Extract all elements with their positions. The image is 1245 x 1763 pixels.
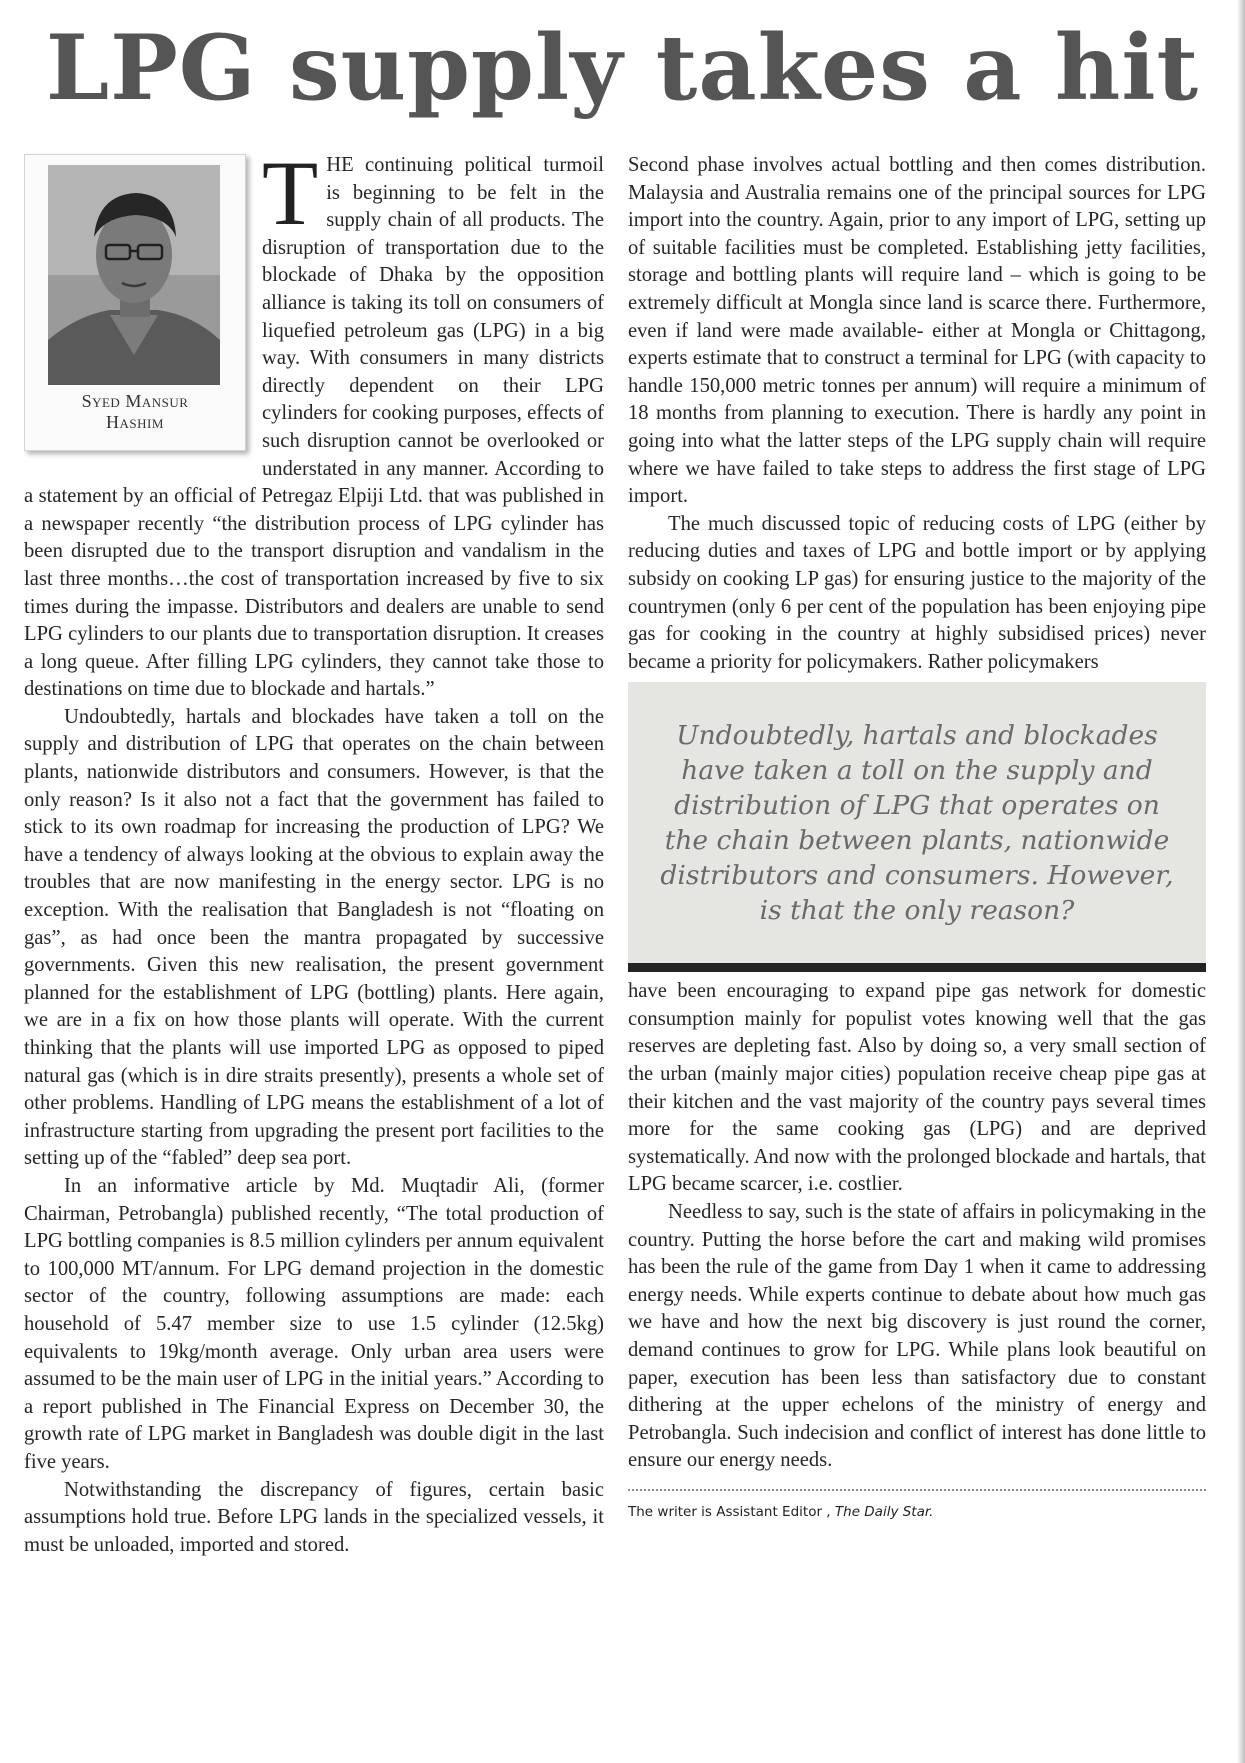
left-column — [24, 152, 604, 1742]
paragraph-4: Notwithstanding the discrepancy of figures, certain basic assumptions hold true. Before LPG lands in the specialized vessels, it must be unloaded, imported and stored. — [24, 1478, 604, 1556]
headline: LPG supply takes a hit — [45, 15, 1200, 121]
paragraph-1-text: HE continuing political turmoil is beginning to be felt in the supply chain of all products. The disruption of transportation due to the blockade of Dhaka by the opposition alliance is taking its toll on consumers of liquefied petroleum gas (LPG) in a big way. With consumers in many districts directly dependent on their LPG cylinders for cooking purposes, effects of such disruption cannot be overlooked or understated in any manner. According to a statement by an official of Petregaz Elpiji Ltd. that was published in a newspaper recently “the distribution process of LPG cylinder has been disrupted due to the transport disruption and vandalism in the last three months…the cost of transportation increased by five to six times during the impasse. Distributors and dealers are unable to send LPG cylinders to our plants due to transportation disruption. It creases a long queue. After filling LPG cylinders, they cannot take those to destinations on time due to blockade and hartals.” — [24, 154, 604, 701]
footnote-divider — [628, 1489, 1206, 1491]
writer-note-prefix: The writer is Assistant Editor , — [628, 1503, 831, 1520]
pull-quote-text: Undoubtedly, hartals and blockades have taken a toll on the supply and distribution of LPG that operates on the chain between plants, nationwide distributors and consumers. However, is that the only reason? — [660, 719, 1174, 926]
paragraph-5-continued: have been encouraging to expand pipe gas network for domestic consumption mainly for populist votes knowing well that the gas reserves are depleting fast. Also by doing so, a very small section of the urban (mainly major cities) population receive cheap pipe gas at their kitchen and the vast majority of the country pays several times more for the same cooking gas (LPG) and are deprived systematically. And now with the prolonged blockade and hartals, that LPG became scarcer, i.e. costlier. — [628, 980, 1206, 1196]
pull-quote — [628, 682, 1206, 972]
right-column — [628, 152, 1206, 1742]
page-edge — [1237, 0, 1245, 1763]
author-box — [24, 154, 246, 451]
drop-cap: T — [262, 152, 319, 244]
paragraph-2: Undoubtedly, hartals and blockades have taken a toll on the supply and distribution of LPG that operates on the chain between plants, nationwide distributors and consumers. However, is that the only reason? Is it also not a fact that the government has failed to stick to its own roadmap for increasing the production of LPG? We have a tendency of always looking at the obvious to explain away the troubles that are now manifesting in the energy sector. LPG is no exception. With the realisation that Bangladesh is not “floating on gas”, as had once been the mantra propagated by successive governments. Given this new realisation, the present government planned for the establishment of LPG (bottling) plants. Here again, we are in a fix on how those plants will operate. With the current thinking that the plants will use imported LPG as opposed to piped natural gas (which is in dire straits presently), presents a whole set of other problems. Handling of LPG means the establishment of a lot of infrastructure starting from upgrading the present port facilities to the setting up of the “fabled” deep sea port. — [24, 705, 604, 1170]
paragraph-5: The much discussed topic of reducing costs of LPG (either by reducing duties and taxes of LPG and bottle import or by applying subsidy on cooking LP gas) for ensuring justice to the majority of the countrymen (only 6 per cent of the population has been enjoying pipe gas for cooking in the country at highly subsidised prices) never became a priority for policymakers. Rather policymakers — [628, 512, 1206, 673]
author-byline — [25, 391, 245, 433]
paragraph-3: In an informative article by Md. Muqtadir Ali, (former Chairman, Petrobangla) published recently, “The total production of LPG bottling companies is 8.5 million cylinders per annum equivalent to 100,000 MT/annum. For LPG demand projection in the domestic sector of the country, following assumptions are made: each household of 5.47 member size to use 1.5 cylinder (12.5kg) equivalents to 19kg/month average. Only urban area users were assumed to be the main user of LPG in the initial years.” According to a report published in The Financial Express on December 30, the growth rate of LPG market in Bangladesh was double digit in the last five years. — [24, 1174, 604, 1473]
publication-name: The Daily Star. — [834, 1503, 934, 1520]
author-first-line: Syed Mansur — [81, 391, 189, 411]
author-second-line: Hashim — [106, 412, 164, 432]
author-photo — [48, 165, 220, 385]
paragraph-6: Needless to say, such is the state of affairs in policymaking in the country. Putting the horse before the cart and making wild promises has been the rule of the game from Day 1 when it came to addressing energy needs. While experts continue to debate about how much gas we have and how the next big discovery is just round the corner, demand continues to grow for LPG. While plans look beautiful on paper, execution has been less than satisfactory due to constant dithering at the upper echelons of the ministry of energy and Petrobangla. Such indecision and conflict of interest has done little to ensure our energy needs. — [628, 1201, 1206, 1472]
paragraph-4-continued: Second phase involves actual bottling and then comes distribution. Malaysia and Australia remains one of the principal sources for LPG import into the country. Again, prior to any import of LPG, setting up of suitable facilities must be completed. Establishing jetty facilities, storage and bottling plants will require land – which is going to be extremely difficult at Mongla since land is scarce there. Furthermore, even if land were made available- either at Mongla or Chittagong, experts estimate that to construct a terminal for LPG (with capacity to handle 150,000 metric tonnes per annum) will require a minimum of 18 months from planning to execution. There is hardly any point in going into what the latter steps of the LPG supply chain will require where we have failed to take steps to address the first stage of LPG import. — [628, 154, 1206, 508]
writer-note — [628, 1499, 1206, 1527]
